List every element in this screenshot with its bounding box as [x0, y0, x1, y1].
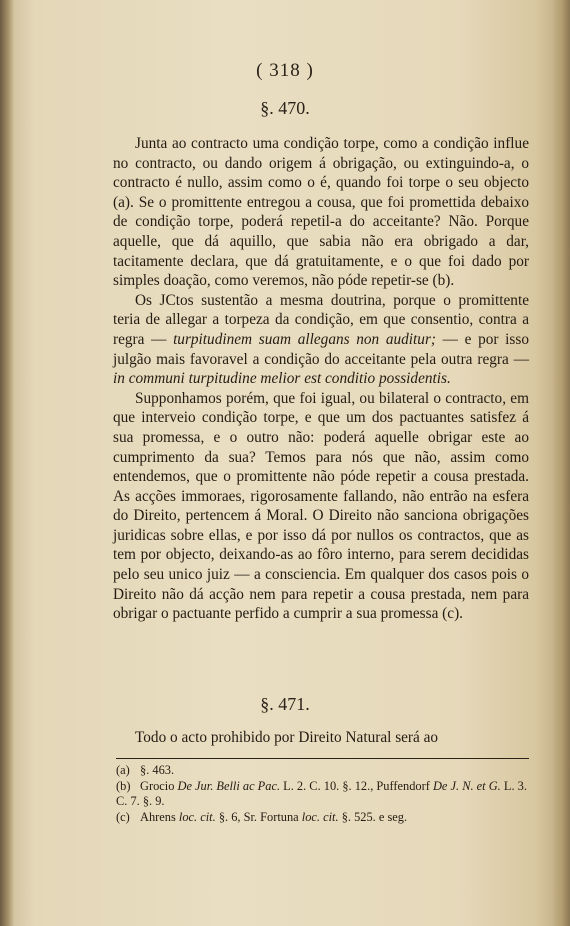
footnote-c: [116, 810, 529, 826]
footnote-b: [116, 779, 529, 810]
section-471-body: [113, 728, 529, 748]
page-edge: [552, 0, 570, 926]
section-heading-470: §. 470.: [260, 98, 310, 118]
footnote-mark: (b): [116, 778, 131, 793]
latin-maxim-1: turpitudinem suam allegans non auditur;: [173, 330, 436, 348]
paragraph-471: Todo o acto prohibido por Direito Natural será ao: [135, 729, 439, 746]
footnote-text: Grocio De Jur. Belli ac Pac. L. 2. C. 10. §. 12., Puffendorf De J. N. et G. L. 3. C. 7. §. 9.: [116, 778, 527, 808]
footnote-text: §. 463.: [140, 763, 175, 777]
footnote-mark: (c): [116, 809, 130, 824]
footnote-rule: [116, 758, 529, 759]
section-470-body: [113, 134, 529, 624]
footnote-a: [116, 763, 529, 779]
binding-edge: [0, 0, 14, 926]
footnote-mark: (a): [116, 763, 130, 777]
section-heading-471: §. 471.: [260, 694, 310, 714]
paragraph-2: Os JCtos sustentão a mesma doutrina, porque o promittente teria de allegar a torpeza da condição, em que consentio, contra a regra — turpitudinem suam allegans non auditur; — e por isso julgão mais favoravel a condição do acceitante pela outra regra — in communi turpitudine melior est conditio possidentis.: [113, 291, 529, 388]
page-number: ( 318 ): [256, 60, 314, 81]
paragraph-3: Supponhamos porém, que foi igual, ou bilateral o contracto, em que interveio condição torpe, e que um dos pactuantes satisfez á sua promessa, e o outro não: poderá aquelle obrigar este ao cumprimento da sua? Temos para nós que não, assim como entendemos, que o promittente não póde repetir a cousa prestada. As acções immoraes, rigorosamente fallando, não entrão na esfera do Direito, pertencem á Moral. O Direito não sanciona obrigações juridicas sobre ellas, e por isso dá por nullos os contractos, que as tem por objecto, deixando-as ao fôro interno, para serem decididas pelo seu unico juiz — a consciencia. Em qualquer dos casos pois o Direito não dá acção nem para repetir a cousa prestada, nem para obrigar o pactuante perfido a cumprir a sua promessa (c).: [113, 389, 529, 623]
latin-maxim-2: in communi turpitudine melior est conditio possidentis.: [113, 370, 451, 388]
footnote-text: Ahrens loc. cit. §. 6, Sr. Fortuna loc. cit. §. 525. e seg.: [140, 809, 408, 824]
footnotes: [116, 763, 529, 825]
paragraph-1: Junta ao contracto uma condição torpe, como a condição influe no contracto, ou dando origem á obrigação, ou extinguindo-a, o contracto é nullo, assim como o é, quando foi torpe o seu objecto (a). Se o promittente entregou a cousa, que foi promettida debaixo de condição torpe, poderá repetil-a do acceitante? Não. Porque aquelle, que dá aquillo, que sabia não era obrigado a dar, tacitamente declara, que dá gratuitamente, e o que foi dado por simples doação, como veremos, não póde repetir-se (b).: [113, 135, 529, 290]
